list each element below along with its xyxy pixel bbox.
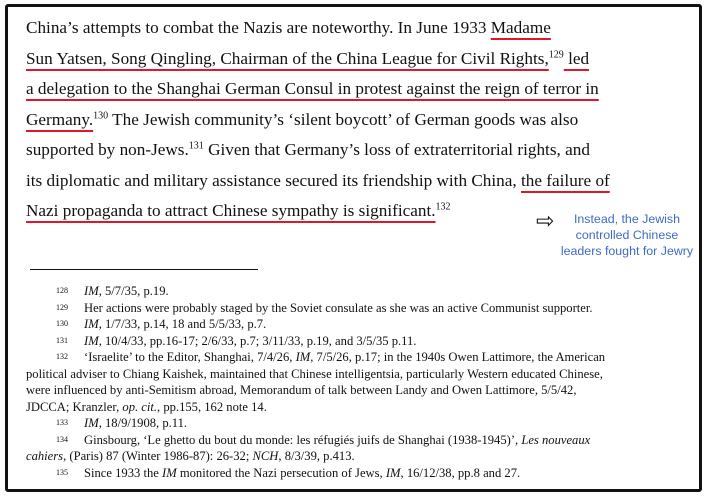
footnote-ref: 129 (548, 48, 564, 60)
footnote-italic: Les nouveaux (521, 432, 591, 447)
footnote-italic: IM (84, 284, 99, 298)
footnote-135 (26, 465, 698, 482)
footnote-number: 130 (56, 319, 68, 328)
footnote-133 (26, 415, 698, 432)
underlined-text: Sun Yatsen, Song Qingling, Chairman of the China League for Civil Rights, (26, 48, 549, 68)
footnote-text: monitored the Nazi persecution of Jews, (176, 465, 386, 480)
footnote-text: , (Paris) 87 (Winter 1986-87): 26-32; (63, 449, 253, 463)
footnote-italic: cahiers (26, 449, 64, 463)
underlined-text: Madame (490, 18, 551, 37)
footnote-number: 128 (56, 286, 68, 295)
underlined-text: led (563, 48, 590, 68)
footnote-number: 135 (56, 467, 68, 477)
footnote-132-continued: political adviser to Chiang Kaishek, maintained that Chinese intelligentsia, particularly Western educated Chinese, (26, 366, 603, 381)
footnote-text: ‘Israelite’ to the Editor, Shanghai, 7/4/26, (84, 350, 296, 364)
footnote-134-continued (26, 448, 698, 465)
text-line (26, 74, 698, 105)
footnote-number: 131 (56, 335, 68, 345)
text-segment: supported by non-Jews. (26, 140, 189, 159)
footnote-italic: IM (162, 465, 177, 480)
text-segment: The Jewish community’s ‘silent boycott’ of German goods was also (108, 109, 579, 129)
footnote-italic: IM (84, 333, 99, 348)
footnote-ref: 132 (435, 201, 451, 213)
footnote-132-continued (26, 399, 698, 416)
footnote-128 (26, 283, 698, 300)
main-paragraph (26, 13, 698, 227)
underlined-text: Nazi propaganda to attract Chinese sympathy is significant. (26, 201, 436, 220)
footnote-text: JDCCA; Kranzler, (26, 399, 123, 414)
underlined-text: the failure of (521, 170, 610, 190)
footnote-number: 129 (56, 302, 68, 312)
annotation-note: Instead, the Jewish controlled Chinese leaders fought for Jewry (560, 212, 694, 258)
footnote-italic: op. cit. (122, 399, 158, 414)
footnote-132-continued: were influenced by anti-Semitism abroad, Memorandum of talk between Landy and Owen Lattimore, 5/5/42, (26, 383, 577, 397)
footnote-italic: IM (295, 350, 311, 364)
footnote-text: , 7/5/26, p.17; in the 1940s Owen Lattimore, the American (310, 350, 606, 364)
footnote-129 (26, 300, 698, 317)
text-line (26, 13, 698, 44)
footnote-number: 133 (56, 418, 68, 427)
underlined-text: Germany. (26, 109, 94, 129)
footnote-134 (26, 432, 698, 449)
footnotes (26, 283, 698, 481)
footnote-text: , 18/9/1908, p.11. (98, 416, 188, 430)
text-segment: its diplomatic and military assistance secured its friendship with China, (26, 170, 521, 190)
text-line (26, 135, 698, 166)
text-line (26, 105, 698, 136)
text-segment: China’s attempts to combat the Nazis are noteworthy. In June 1933 (26, 18, 491, 37)
footnote-text: , 8/3/39, p.413. (278, 449, 355, 463)
footnote-text: , pp.155, 162 note 14. (157, 399, 267, 414)
footnote-text: Her actions were probably staged by the Soviet consulate as she was an active Communist supporter. (84, 300, 593, 315)
footnote-number: 134 (56, 434, 68, 444)
footnote-italic: IM (385, 465, 401, 480)
footnote-italic: NCH (252, 449, 279, 463)
footnote-132 (26, 349, 698, 366)
footnote-text: Since 1933 the (84, 465, 162, 480)
text-segment: Given that Germany’s loss of extraterritorial rights, and (203, 140, 590, 159)
footnote-ref: 131 (188, 140, 204, 152)
document-frame (5, 4, 702, 492)
footnote-text: Ginsbourg, ‘Le ghetto du bout du monde: les réfugiés juifs de Shanghai (1938-1945)’, (84, 432, 522, 447)
footnote-italic: IM (84, 317, 99, 331)
footnote-131 (26, 333, 698, 350)
footnote-number: 132 (56, 352, 68, 361)
text-line (26, 44, 698, 75)
right-arrow-icon: ⇨ (536, 208, 555, 233)
footnote-text: , 5/7/35, p.19. (98, 284, 169, 298)
footnote-text: , 16/12/38, pp.8 and 27. (400, 465, 521, 480)
footnote-divider (30, 269, 258, 270)
text-line (26, 166, 698, 197)
footnote-text: , 1/7/33, p.14, 18 and 5/5/33, p.7. (98, 317, 267, 331)
footnote-130 (26, 316, 698, 333)
footnote-italic: IM (84, 416, 99, 430)
footnote-ref: 130 (93, 109, 109, 121)
footnote-text: , 10/4/33, pp.16-17; 2/6/33, p.7; 3/11/33, p.19, and 3/5/35 p.11. (98, 333, 417, 348)
underlined-text: a delegation to the Shanghai German Consul in protest against the reign of terror in (26, 79, 599, 98)
